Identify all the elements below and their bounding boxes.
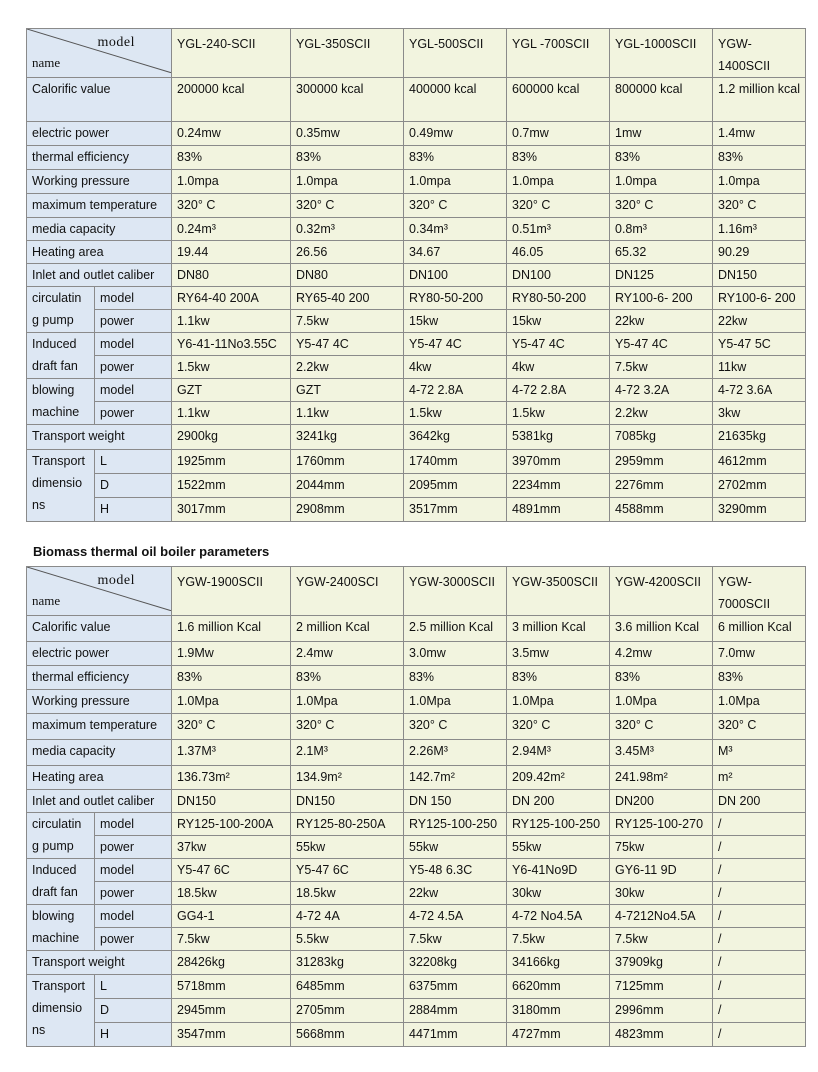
value-cell: RY100-6- 200 (713, 287, 806, 310)
row-label-heating: Heating area (27, 241, 172, 264)
row-label-weight: Transport weight (27, 951, 172, 975)
value-cell: 83% (404, 666, 507, 690)
value-cell: 55kw (404, 836, 507, 859)
value-cell: 320° C (507, 714, 610, 740)
value-cell: 3.6 million Kcal (610, 616, 713, 642)
value-cell: 4.2mw (610, 642, 713, 666)
value-cell: 1.0mpa (507, 170, 610, 194)
value-cell: 7125mm (610, 975, 713, 999)
value-cell: 200000 kcal (172, 78, 291, 122)
value-cell: 1.0Mpa (172, 690, 291, 714)
value-cell: RY65-40 200 (291, 287, 404, 310)
value-cell: 83% (507, 146, 610, 170)
value-cell: 83% (291, 146, 404, 170)
row-group-fan: Induced draft fan (27, 333, 95, 379)
value-cell: Y5-47 6C (291, 859, 404, 882)
value-cell: 0.24mw (172, 122, 291, 146)
value-cell: 0.24m³ (172, 218, 291, 241)
parameters-table-2 (26, 566, 806, 1047)
value-cell: Y5-47 6C (172, 859, 291, 882)
value-cell: 320° C (610, 194, 713, 218)
value-cell: 1.5kw (172, 356, 291, 379)
model-header: YGW-1900SCII (172, 567, 291, 616)
row-group-dimensions: Transport dimensio ns (27, 450, 95, 522)
value-cell: RY125-100-270 (610, 813, 713, 836)
value-cell: 1740mm (404, 450, 507, 474)
value-cell: 21635kg (713, 425, 806, 450)
value-cell: 4-7212No4.5A (610, 905, 713, 928)
value-cell: GG4-1 (172, 905, 291, 928)
value-cell: DN150 (291, 790, 404, 813)
model-header: YGL-350SCII (291, 29, 404, 78)
value-cell: 15kw (507, 310, 610, 333)
value-cell: 4-72 3.2A (610, 379, 713, 402)
model-header: YGW-3500SCII (507, 567, 610, 616)
value-cell: 1.1kw (172, 402, 291, 425)
value-cell: 4-72 4A (291, 905, 404, 928)
sub-label-D: D (95, 474, 172, 498)
value-cell: 2276mm (610, 474, 713, 498)
value-cell: RY125-100-250 (507, 813, 610, 836)
value-cell: DN125 (610, 264, 713, 287)
value-cell: DN100 (507, 264, 610, 287)
value-cell: 320° C (172, 194, 291, 218)
value-cell: Y5-47 4C (507, 333, 610, 356)
value-cell: 3180mm (507, 999, 610, 1023)
sub-label-power: power (95, 928, 172, 951)
value-cell: / (713, 859, 806, 882)
value-cell: Y5-47 4C (291, 333, 404, 356)
value-cell: 5718mm (172, 975, 291, 999)
value-cell: 2234mm (507, 474, 610, 498)
value-cell: 4kw (404, 356, 507, 379)
value-cell: 320° C (404, 194, 507, 218)
row-group-blow: blowing machine (27, 379, 95, 425)
value-cell: 6 million Kcal (713, 616, 806, 642)
value-cell: 3.0mw (404, 642, 507, 666)
sub-label-model: model (95, 905, 172, 928)
value-cell: 37kw (172, 836, 291, 859)
value-cell: 1.0mpa (713, 170, 806, 194)
value-cell: 2.2kw (610, 402, 713, 425)
value-cell: 0.35mw (291, 122, 404, 146)
value-cell: 3517mm (404, 498, 507, 522)
value-cell: 1.0Mpa (507, 690, 610, 714)
value-cell: 1.4mw (713, 122, 806, 146)
row-label-calorific: Calorific value (27, 616, 172, 642)
value-cell: 4kw (507, 356, 610, 379)
sub-label-H: H (95, 498, 172, 522)
value-cell: 65.32 (610, 241, 713, 264)
value-cell: / (713, 999, 806, 1023)
value-cell: 134.9m² (291, 766, 404, 790)
row-label-efficiency: thermal efficiency (27, 666, 172, 690)
value-cell: 7.5kw (404, 928, 507, 951)
row-label-heating: Heating area (27, 766, 172, 790)
value-cell: DN 150 (404, 790, 507, 813)
value-cell: / (713, 813, 806, 836)
value-cell: 400000 kcal (404, 78, 507, 122)
value-cell: 83% (713, 666, 806, 690)
value-cell: 6485mm (291, 975, 404, 999)
row-group-circ: circulatin g pump (27, 813, 95, 859)
row-label-calorific: Calorific value (27, 78, 172, 122)
row-label-electric: electric power (27, 122, 172, 146)
value-cell: 2945mm (172, 999, 291, 1023)
value-cell: Y5-47 4C (404, 333, 507, 356)
value-cell: 7.5kw (172, 928, 291, 951)
sub-label-power: power (95, 402, 172, 425)
row-label-temp: maximum temperature (27, 194, 172, 218)
value-cell: 241.98m² (610, 766, 713, 790)
value-cell: 18.5kw (172, 882, 291, 905)
row-group-circ: circulatin g pump (27, 287, 95, 333)
value-cell: 1522mm (172, 474, 291, 498)
row-label-efficiency: thermal efficiency (27, 146, 172, 170)
header-model-label: model (97, 573, 135, 588)
value-cell: 1.9Mw (172, 642, 291, 666)
row-label-media: media capacity (27, 218, 172, 241)
value-cell: 3241kg (291, 425, 404, 450)
value-cell: 83% (610, 666, 713, 690)
value-cell: Y6-41No9D (507, 859, 610, 882)
value-cell: 2.26M³ (404, 740, 507, 766)
value-cell: 46.05 (507, 241, 610, 264)
value-cell: 1.6 million Kcal (172, 616, 291, 642)
value-cell: 4-72 3.6A (713, 379, 806, 402)
value-cell: / (713, 975, 806, 999)
value-cell: 4-72 4.5A (404, 905, 507, 928)
value-cell: GY6-11 9D (610, 859, 713, 882)
sub-label-L: L (95, 450, 172, 474)
value-cell: 4891mm (507, 498, 610, 522)
value-cell: m² (713, 766, 806, 790)
value-cell: 2.5 million Kcal (404, 616, 507, 642)
sub-label-D: D (95, 999, 172, 1023)
value-cell: / (713, 882, 806, 905)
value-cell: 1.0Mpa (610, 690, 713, 714)
sub-label-model: model (95, 287, 172, 310)
sub-label-model: model (95, 333, 172, 356)
value-cell: 3547mm (172, 1023, 291, 1047)
value-cell: 6620mm (507, 975, 610, 999)
value-cell: 320° C (291, 194, 404, 218)
row-label-pressure: Working pressure (27, 170, 172, 194)
sub-label-model: model (95, 813, 172, 836)
value-cell: 18.5kw (291, 882, 404, 905)
value-cell: 5668mm (291, 1023, 404, 1047)
value-cell: 90.29 (713, 241, 806, 264)
model-header: YGW-3000SCII (404, 567, 507, 616)
value-cell: 83% (172, 666, 291, 690)
value-cell: 1760mm (291, 450, 404, 474)
value-cell: 83% (291, 666, 404, 690)
value-cell: 2.2kw (291, 356, 404, 379)
value-cell: 3kw (713, 402, 806, 425)
value-cell: 4-72 2.8A (507, 379, 610, 402)
sub-label-L: L (95, 975, 172, 999)
value-cell: RY100-6- 200 (610, 287, 713, 310)
value-cell: 1.5kw (404, 402, 507, 425)
sub-label-model: model (95, 859, 172, 882)
model-header: YGW-4200SCII (610, 567, 713, 616)
value-cell: 37909kg (610, 951, 713, 975)
row-label-electric: electric power (27, 642, 172, 666)
value-cell: 1.2 million kcal (713, 78, 806, 122)
value-cell: 26.56 (291, 241, 404, 264)
value-cell: DN 200 (713, 790, 806, 813)
value-cell: 31283kg (291, 951, 404, 975)
value-cell: 22kw (404, 882, 507, 905)
value-cell: 2095mm (404, 474, 507, 498)
parameters-table-1 (26, 28, 806, 522)
value-cell: 7.5kw (610, 928, 713, 951)
value-cell: DN 200 (507, 790, 610, 813)
section-title: Biomass thermal oil boiler parameters (33, 544, 270, 559)
value-cell: 0.32m³ (291, 218, 404, 241)
header-model-label: model (97, 35, 135, 50)
row-label-inlet: Inlet and outlet caliber (27, 264, 172, 287)
row-group-dimensions: Transport dimensio ns (27, 975, 95, 1047)
row-label-temp: maximum temperature (27, 714, 172, 740)
value-cell: 83% (507, 666, 610, 690)
row-label-pressure: Working pressure (27, 690, 172, 714)
value-cell: 3970mm (507, 450, 610, 474)
sub-label-power: power (95, 356, 172, 379)
value-cell: Y5-47 5C (713, 333, 806, 356)
diagonal-header-cell (27, 567, 172, 616)
value-cell: 4727mm (507, 1023, 610, 1047)
value-cell: 3.45M³ (610, 740, 713, 766)
value-cell: 0.49mw (404, 122, 507, 146)
value-cell: 5.5kw (291, 928, 404, 951)
value-cell: 83% (404, 146, 507, 170)
value-cell: 4612mm (713, 450, 806, 474)
value-cell: 3290mm (713, 498, 806, 522)
value-cell: 1.37M³ (172, 740, 291, 766)
value-cell: 4-72 No4.5A (507, 905, 610, 928)
value-cell: 209.42m² (507, 766, 610, 790)
value-cell: 11kw (713, 356, 806, 379)
value-cell: 55kw (291, 836, 404, 859)
value-cell: 32208kg (404, 951, 507, 975)
value-cell: DN80 (291, 264, 404, 287)
value-cell: 5381kg (507, 425, 610, 450)
value-cell: 1.0mpa (291, 170, 404, 194)
row-group-fan: Induced draft fan (27, 859, 95, 905)
value-cell: 22kw (713, 310, 806, 333)
model-header: YGW-2400SCI (291, 567, 404, 616)
value-cell: RY80-50-200 (507, 287, 610, 310)
value-cell: 2 million Kcal (291, 616, 404, 642)
value-cell: RY80-50-200 (404, 287, 507, 310)
value-cell: 3017mm (172, 498, 291, 522)
value-cell: RY64-40 200A (172, 287, 291, 310)
value-cell: 300000 kcal (291, 78, 404, 122)
value-cell: 2900kg (172, 425, 291, 450)
value-cell: GZT (291, 379, 404, 402)
value-cell: 7.5kw (507, 928, 610, 951)
value-cell: 28426kg (172, 951, 291, 975)
value-cell: 2044mm (291, 474, 404, 498)
value-cell: 0.51m³ (507, 218, 610, 241)
value-cell: 2702mm (713, 474, 806, 498)
value-cell: 1.0mpa (610, 170, 713, 194)
value-cell: 1.5kw (507, 402, 610, 425)
value-cell: 15kw (404, 310, 507, 333)
value-cell: 2884mm (404, 999, 507, 1023)
value-cell: 2705mm (291, 999, 404, 1023)
value-cell: 7.5kw (610, 356, 713, 379)
value-cell: Y5-48 6.3C (404, 859, 507, 882)
value-cell: 1mw (610, 122, 713, 146)
value-cell: 4588mm (610, 498, 713, 522)
value-cell: 136.73m² (172, 766, 291, 790)
row-label-inlet: Inlet and outlet caliber (27, 790, 172, 813)
value-cell: / (713, 928, 806, 951)
value-cell: 320° C (610, 714, 713, 740)
model-header: YGL-500SCII (404, 29, 507, 78)
sub-label-model: model (95, 379, 172, 402)
value-cell: 2996mm (610, 999, 713, 1023)
value-cell: 75kw (610, 836, 713, 859)
value-cell: 320° C (507, 194, 610, 218)
value-cell: 320° C (713, 714, 806, 740)
value-cell: 4-72 2.8A (404, 379, 507, 402)
value-cell: 22kw (610, 310, 713, 333)
value-cell: 320° C (172, 714, 291, 740)
model-header: YGL-1000SCII (610, 29, 713, 78)
diagonal-header-cell (27, 29, 172, 78)
value-cell: 4823mm (610, 1023, 713, 1047)
value-cell: 83% (610, 146, 713, 170)
sub-label-H: H (95, 1023, 172, 1047)
value-cell: 34.67 (404, 241, 507, 264)
value-cell: 7.5kw (291, 310, 404, 333)
row-label-weight: Transport weight (27, 425, 172, 450)
value-cell: 6375mm (404, 975, 507, 999)
value-cell: 83% (172, 146, 291, 170)
value-cell: 1.0Mpa (713, 690, 806, 714)
value-cell: 800000 kcal (610, 78, 713, 122)
value-cell: 1.0Mpa (404, 690, 507, 714)
value-cell: 1.1kw (172, 310, 291, 333)
value-cell: GZT (172, 379, 291, 402)
value-cell: 320° C (404, 714, 507, 740)
value-cell: 3 million Kcal (507, 616, 610, 642)
value-cell: 1.16m³ (713, 218, 806, 241)
value-cell: 600000 kcal (507, 78, 610, 122)
value-cell: 0.7mw (507, 122, 610, 146)
value-cell: Y6-41-11No3.55C (172, 333, 291, 356)
value-cell: 83% (713, 146, 806, 170)
model-header: YGL-240-SCII (172, 29, 291, 78)
value-cell: 142.7m² (404, 766, 507, 790)
row-group-blow: blowing machine (27, 905, 95, 951)
value-cell: DN150 (172, 790, 291, 813)
value-cell: 30kw (610, 882, 713, 905)
value-cell: DN80 (172, 264, 291, 287)
model-header: YGW-1400SCII (713, 29, 806, 78)
value-cell: 3642kg (404, 425, 507, 450)
value-cell: 0.34m³ (404, 218, 507, 241)
value-cell: 19.44 (172, 241, 291, 264)
value-cell: 1.1kw (291, 402, 404, 425)
header-name-label: name (32, 55, 61, 70)
value-cell: 2.4mw (291, 642, 404, 666)
value-cell: 0.8m³ (610, 218, 713, 241)
value-cell: 1.0mpa (172, 170, 291, 194)
value-cell: DN200 (610, 790, 713, 813)
value-cell: 7.0mw (713, 642, 806, 666)
value-cell: 1.0Mpa (291, 690, 404, 714)
row-label-media: media capacity (27, 740, 172, 766)
sub-label-power: power (95, 836, 172, 859)
value-cell: / (713, 951, 806, 975)
value-cell: 320° C (291, 714, 404, 740)
value-cell: Y5-47 4C (610, 333, 713, 356)
value-cell: DN100 (404, 264, 507, 287)
value-cell: 1925mm (172, 450, 291, 474)
value-cell: / (713, 905, 806, 928)
value-cell: 2959mm (610, 450, 713, 474)
value-cell: 34166kg (507, 951, 610, 975)
value-cell: 30kw (507, 882, 610, 905)
value-cell: / (713, 1023, 806, 1047)
value-cell: 320° C (713, 194, 806, 218)
value-cell: 1.0mpa (404, 170, 507, 194)
value-cell: 2908mm (291, 498, 404, 522)
value-cell: 2.1M³ (291, 740, 404, 766)
header-name-label: name (32, 593, 61, 608)
sub-label-power: power (95, 882, 172, 905)
value-cell: 7085kg (610, 425, 713, 450)
value-cell: / (713, 836, 806, 859)
value-cell: RY125-100-250 (404, 813, 507, 836)
model-header: YGW-7000SCII (713, 567, 806, 616)
value-cell: 2.94M³ (507, 740, 610, 766)
value-cell: DN150 (713, 264, 806, 287)
value-cell: RY125-100-200A (172, 813, 291, 836)
value-cell: RY125-80-250A (291, 813, 404, 836)
value-cell: 4471mm (404, 1023, 507, 1047)
model-header: YGL -700SCII (507, 29, 610, 78)
value-cell: M³ (713, 740, 806, 766)
value-cell: 55kw (507, 836, 610, 859)
value-cell: 3.5mw (507, 642, 610, 666)
sub-label-power: power (95, 310, 172, 333)
